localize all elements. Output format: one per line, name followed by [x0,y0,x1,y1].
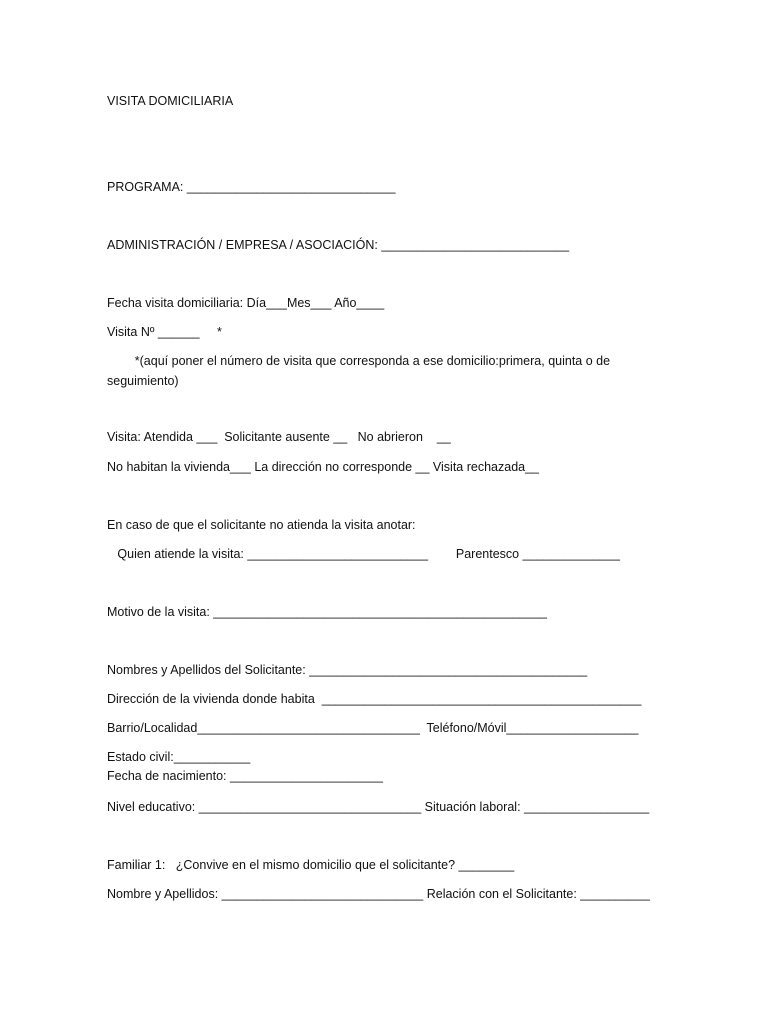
programa-field: PROGRAMA: ______________________________ [107,180,396,194]
caso-no-atiende-label: En caso de que el solicitante no atienda la visita anotar: [107,518,416,532]
visita-estado-line-1: Visita: Atendida ___ Solicitante ausente __ No abrieron __ [107,430,451,444]
fecha-nacimiento-field: Fecha de nacimiento: ______________________ [107,769,383,783]
motivo-field: Motivo de la visita: ________________________________________________ [107,605,547,619]
nombre-relacion-field: Nombre y Apellidos: _____________________________ Relación con el Solicitante: __________ [107,887,650,901]
administracion-field: ADMINISTRACIÓN / EMPRESA / ASOCIACIÓN: ___________________________ [107,238,570,252]
estado-civil-field: Estado civil:___________ [107,750,251,764]
visita-numero-field: Visita Nº ______ * [107,325,222,339]
familiar-1-field: Familiar 1: ¿Convive en el mismo domicilio que el solicitante? ________ [107,858,515,872]
nota-line-2: seguimiento) [107,374,179,388]
document-title: VISITA DOMICILIARIA [107,94,234,108]
direccion-vivienda-field: Dirección de la vivienda donde habita ______________________________________________ [107,692,642,706]
nivel-situacion-field: Nivel educativo: ________________________________ Situación laboral: __________________ [107,800,650,814]
fecha-visita-field: Fecha visita domiciliaria: Día___Mes___ Año____ [107,296,385,310]
visita-estado-line-2: No habitan la vivienda___ La dirección no corresponde __ Visita rechazada__ [107,460,540,474]
nombres-solicitante-field: Nombres y Apellidos del Solicitante: ________________________________________ [107,663,588,677]
quien-atiende-field: Quien atiende la visita: __________________________ Parentesco ______________ [107,547,620,561]
barrio-telefono-field: Barrio/Localidad________________________________ Teléfono/Móvil___________________ [107,721,639,735]
nota-line-1: *(aquí poner el número de visita que corresponda a ese domicilio:primera, quinta o de [107,354,611,368]
